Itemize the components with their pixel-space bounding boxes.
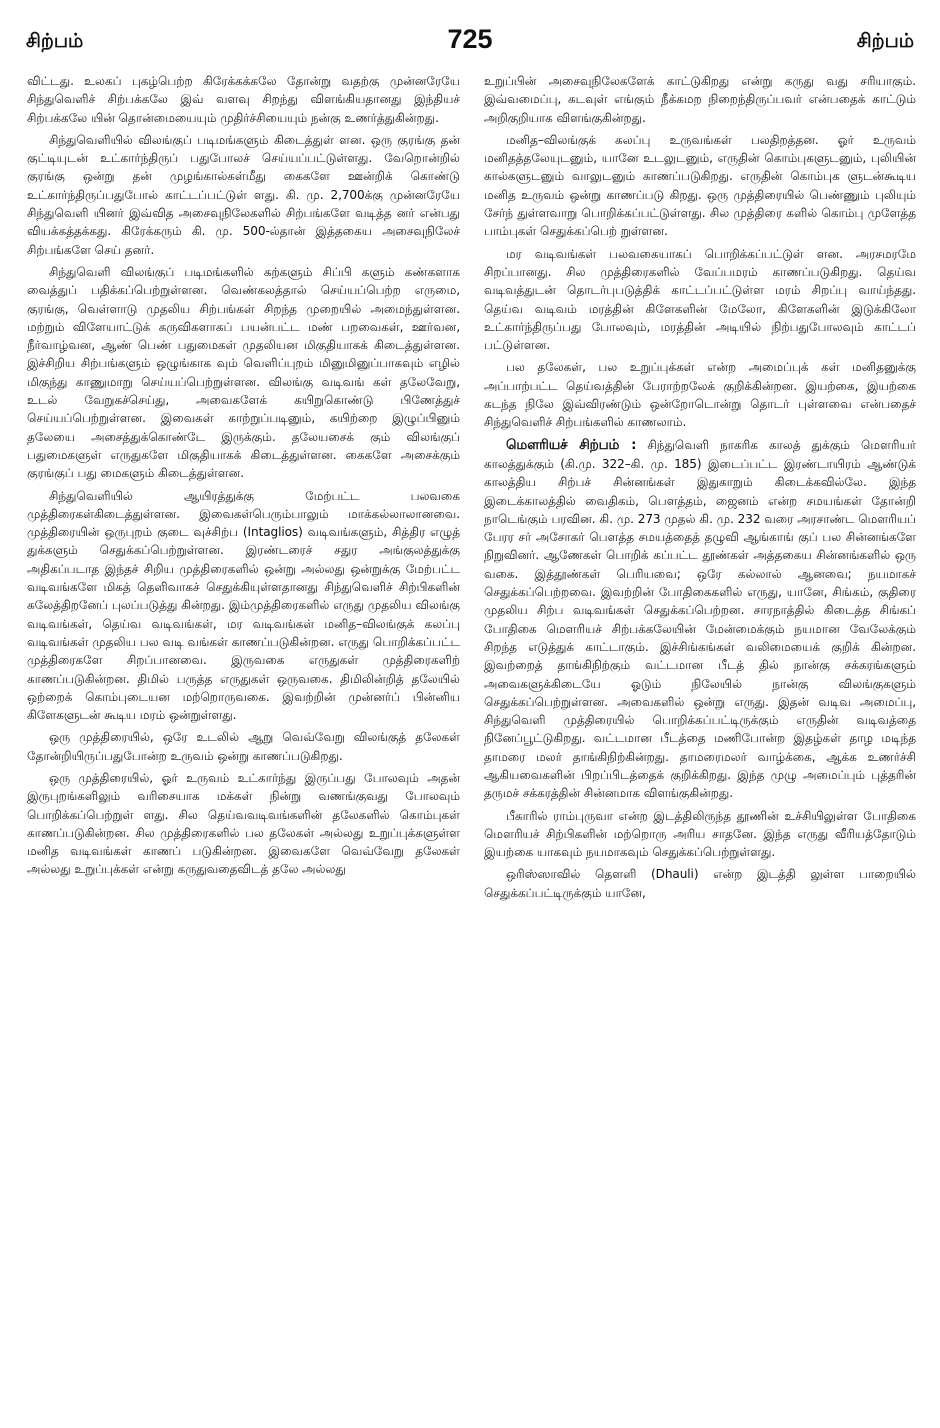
- paragraph: மர வடிவங்கள் பலவகையாகப் பொறிக்கப்பட்டுள் ளன. அரசமரமே சிறப்பானது. சில முத்திரைகளில் வேப்பமரம் காணப்படுகிறது. தெய்வ வடிவத்துடன் தொடர்புபடுத்திக் காட்டப்பட்டுள்ள மரம் சிறப்பு வாய்ந்தது. தெய்வ வடிவம் மரத்தின் கிளேகளின் மேலோ, கிளேகளின் இடுக்கிலோ உட்கார்ந்திருப்பது போலவும், மரத்தின் அடியில் நிற்பதுபோலவும் காட்டப் பட்டுள்ளன.: [484, 246, 916, 353]
- paragraph: உறுப்பின் அசைவுநிலேகளேக் காட்டுகிறது என்று கருது வது சரியாகும். இவ்வமைப்பு, கடவுள் எங்கும் நீக்கமற நிறைந்திருப்பவர் என்பதைக் காட்டும் அறிகுறியாக விளங்குகின்றது.: [484, 74, 916, 125]
- paragraph: ஒரிஸ்ஸாவில் தௌளி (Dhauli) என்ற இடத்தி லுள்ள பாறையில் செதுக்கப்பட்டிருக்கும் யானே,: [484, 867, 916, 900]
- paragraph: சிந்துவெளியில் விலங்குப் படிமங்களும் கிடைத்துள் ளன. ஒரு குரங்கு தன் குட்டியுடன் உட்கார்ந்திருப் பதுபோலச் செய்யப்பட்டுள்ளது. வேறொன்றில் குரங்கு ஒன்று தன் முழங்கால்கள்மீது கைகளே ஊன்றிக் கொண்டு உட்கார்ந்திருப்பதுபோல் காட்டப்பட்டுள் ளது. கி. மு. 2,700க்கு முன்னரேயே சிந்துவெளி யினர் இவ்வித அசைவுநிலேகளில் சிற்பங்களே வடித்த னர் என்பது வியக்கத்தக்கது. கிரேக்கரும் கி. மு. 500-ல்தான் இத்தகைய அசைவுநிலேச் சிற்பங்களே செய் தனர்.: [27, 132, 460, 257]
- paragraph: பீகாரில் ராம்புருவா என்ற இடத்திலிருந்த தூணின் உச்சியிலுள்ள போதிகை மௌரியச் சிற்பிகளின் மற்றொரு அரிய சாதனே. இந்த எருது வீரியத்தோடும் இயற்கை யாகவும் நயமாகவும் செதுக்கப்பெற்றுள்ளது.: [484, 808, 916, 860]
- section-text: சிந்துவெளி நாகரிக காலத் துக்கும் மௌரியர் காலத்துக்கும் (கி.மு. 322–கி. மு. 185) இடைப்பட்ட இரண்டாயிரம் ஆண்டுக் காலத்திய சிற்பச் சின்னங்கள் இதுகாறும் கிடைக்கவில்லே. இந்த இடைக்காலத்தில் வைதிகம், பௌத்தம், ஜைனம் என்ற சமயங்கள் தோன்றி நாடெங்கும் பரவின. கி. மு. 273 முதல் கி. மு. 232 வரை அரசாண்ட மௌரியப் பேரர சர் அசோகர் பௌத்த சமயத்தைத் தழுவி ஆங்காங் குப் பல சின்னங்களே நிறுவினர். ஆணேகள் பொறிக் கப்பட்ட தூண்கள் அத்தகைய சின்னங்களில் ஒரு வகை. இத்தூண்கள் பெரியவை; ஒரே கல்லால் ஆனவை; நயமாகச் செதுக்கப்பெற்றவை. இவற்றின் போதிகைகளில் எருது, யானே, சிங்கம், குதிரை முதலிய சிற்ப வடிவங்கள் செதுக்கப்பெற்றன. சாரநாத்தில் கிடைத்த சிங்கப் போதிகை மௌரியச் சிற்பக்கலேயின் மேன்மைக்கும் நயமான வேலேக்கும் சிறந்த எடுத்துக் காட்டாகும். இச்சிங்கங்கள் வலிமையைக் குறிக் கின்றன. இவற்றைத் தாங்கிநிற்கும் வட்டமான பீடத் தில் நான்கு சக்கரங்களும் அவைகளுக்கிடையே ஓடும் நிலேயில் நான்கு விலங்குகளும் செதுக்கப்பெற்றுள்ளன. அவைகளில் ஒன்று எருது. இதன் வடிவ அமைப்பு, சிந்துவெளி முத்திரையில் பொறிக்கப்பட்டிருக்கும் எருதின் வடிவத்தை நினேப்பூட்டுகிறது. வட்டமான பீடத்தை மணிபோன்ற இதழ்கள் தாழ மடிந்த தாமரை மலர் தாங்கிநிற்கின்றது. தாமரைமலர் வாழ்க்கை, ஆக்க உணர்ச்சி ஆகியவைகளின் பிறப்பிடத்தைக் குறிக்கிறது. இந்த முழு அமைப்பும் புத்தரின் தருமச் சக்கரத்தின் சின்னமாக விளங்குகின்றது.: [484, 437, 916, 801]
- page-number: 725: [447, 24, 493, 54]
- paragraph: விட்டது. உலகப் புகழ்பெற்ற கிரேக்கக்கலே தோன்று வதற்கு முன்னரேயே சிந்துவெளிச் சிற்பக்கலே இவ் வளவு சிறந்து விளங்கியதானது இந்தியச் சிற்பக்கலே யின் தொன்மையையும் முதிர்ச்சியையும் நன்கு உணர்த்துகின்றது.: [27, 74, 460, 125]
- paragraph: பல தலேகள், பல உறுப்புக்கள் என்ற அமைப்புக் கள் மனிதனுக்கு அப்பாற்பட்ட தெய்வத்தின் பேராற்றலேக் குறிக்கின்றன. இயற்கை, இயற்கை கடந்த நிலே இவ்விரண்டும் ஒன்றோடொன்று தொடர் புள்ளவை என்பதைச் சிந்துவெளிச் சிற்பங்களில் காணலாம்.: [484, 360, 916, 430]
- paragraph: ஒரு முத்திரையில், ஒரே உடலில் ஆறு வெவ்வேறு விலங்குத் தலேகள் தோன்றியிருப்பதுபோன்ற உருவம் ஒன்று காணப்படுகிறது.: [27, 730, 460, 763]
- paragraph: மனித–விலங்குக் கலப்பு உருவங்கள் பலதிறத்தன. ஓர் உருவம் மனிதத்தலேயுடனும், யானே உடலுடனும், எருதின் கொம்புகளுடனும், புலியின் கால்களுடனும் வாலுடனும் காணப்படுகிறது. எருதின் கொம்புக ளுடன்கூடிய மனித உருவம் ஒன்று காணப்படு கிறது. ஒரு முத்திரையில் பெண்ணும் புலியும் சேர்ந் துள்ளவாறு பொறிக்கப்பட்டுள்ளது. சில முத்திரை களில் கொம்பு முளேத்த பாம்புகள் செதுக்கப்பெற் றுள்ளன.: [484, 132, 916, 239]
- left-column: [27, 72, 460, 1410]
- right-column: [484, 72, 916, 1302]
- running-head-left: சிற்பம்: [26, 30, 84, 52]
- paragraph: சிந்துவெளி விலங்குப் படிமங்களில் கற்களும் சிப்பி களும் கண்களாக வைத்துப் பதிக்கப்பெற்றுள்ளன. வெண்கலத்தால் செய்யப்பெற்ற எருமை, குரங்கு, வெள்ளாடு முதலிய சிற்பங்கள் சிறந்த முறையில் அமைந்துள்ளன. மற்றும் விளேயாட்டுக் கருவிகளாகப் பயன்பட்ட மண் பறவைகள், ஊர்வன, நீர்வாழ்வன, ஆண் பெண் பதுமைகள் முதலியன மிகுதியாகக் கிடைத்துள்ளன. இச்சிறிய சிற்பங்களும் ஒழுங்காக வும் வெளிப்புறம் மினுமினுப்பாகவும் எழில் மிகுந்து காணுமாறு செய்யப்பெற்றுள்ளன. விலங்கு வடிவங் கள் தலேவேறு, உடல் வேறுகச்செய்து, அவைகளேக் கயிறுகொண்டு பிணேத்துச் செய்யப்பெற்றுள்ளன. இவைகள் காற்றுப்படினும், கயிற்றை இழுப்பினும் தலேயை அசைத்துக்கொண்டே இருக்கும். தலேயசைக் கும் விலங்குப் பதுமைகளுள் எருதுகளே மிகுதியாகக் கிடைத்துள்ளன. கைகளே அசைக்கும் குரங்குப் பது மைகளும் கிடைத்துள்ளன.: [27, 264, 460, 481]
- section-paragraph-maurya: [484, 436, 916, 803]
- paragraph: சிந்துவெளியில் ஆயிரத்துக்கு மேற்பட்ட பலவகை முத்திரைகள்கிடைத்துள்ளன. இவைகள்பெரும்பாலும் மாக்கல்லாலானவை. முத்திரையின் ஒருபுறம் குடை வுச்சிற்ப (Intaglios) வடிவங்களும், சித்திர எழுத் துக்களும் செதுக்கப்பெற்றுள்ளன. இரண்டரைச் சதுர அங்குலத்துக்கு அதிகப்படாத இந்தச் சிறிய முத்திரைகளில் ஒன்று அல்லது ஒன்றுக்கு மேற்பட்ட வடிவங்களே மிகத் தெளிவாகச் செதுக்கியுள்ளதானது சிந்துவெளிச் சிற்பிகளின் கலேத்திறனேப் புலப்படுத்து கின்றது. இம்முத்திரைகளில் எருது முதலிய விலங்கு வடிவங்கள், தெய்வ வடிவங்கள், மர வடிவங்கள் மனித–விலங்குக் கலப்பு வடிவங்கள் முதலிய பல வடி வங்கள் காணப்படுகின்றன. எருது பொறிக்கப்பட்ட முத்திரைகளே சிறப்பானவை. இருவகை எருதுகள் முத்திரைகளிற் காணப்படுகின்றன. திமில் பருத்த எருதுகள் ஒருவகை. திமிலின்றித் தலேயில் ஒற்றைக் கொம்புடையன மற்றொருவகை. இவற்றின் முன்னர்ப் பின்னிய கிளேகளுடன் கூடிய மரம் ஒன்றுள்ளது.: [27, 488, 460, 723]
- paragraph: ஒரு முத்திரையில், ஓர் உருவம் உட்கார்ந்து இருப்பது போலவும் அதன் இருபுறங்களிலும் வரிசையாக மக்கள் நின்று வணங்குவது போலவும் பொறிக்கப்பெற்றுள் ளது. சில தெய்வவடிவங்களின் தலேகளில் கொம்புகள் காணப்படுகின்றன. சில முத்திரைகளில் பல தலேகள் அல்லது உறுப்புக்களுள்ள மனித வடிவங்கள் காணப் படுகின்றன. இவைகளே வெவ்வேறு தலேகள் அல்லது உறுப்புக்கள் என்று கருதுவதைவிடத் தலே அல்லது: [27, 770, 460, 877]
- section-heading: மௌரியச் சிற்பம் :: [506, 437, 637, 453]
- running-head-right: சிற்பம்: [856, 30, 914, 52]
- page-header: [22, 24, 918, 58]
